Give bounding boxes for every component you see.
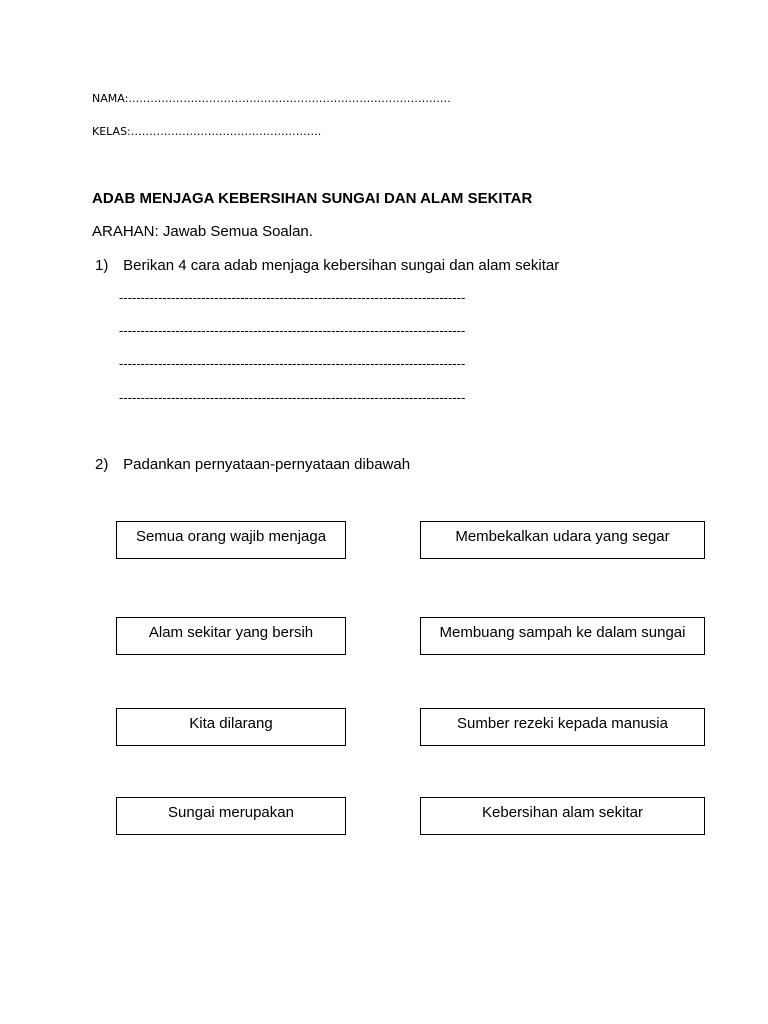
match-right-box-2: Membuang sampah ke dalam sungai <box>420 617 705 655</box>
match-right-box-3: Sumber rezeki kepada manusia <box>420 708 705 746</box>
answer-line-1: -------------------------------------------------------------------------------- <box>119 290 466 305</box>
question-2-text: Padankan pernyataan-pernyataan dibawah <box>123 456 411 473</box>
worksheet-title: ADAB MENJAGA KEBERSIHAN SUNGAI DAN ALAM SEKITAR <box>92 190 533 207</box>
match-right-box-1: Membekalkan udara yang segar <box>420 521 705 559</box>
match-right-box-4: Kebersihan alam sekitar <box>420 797 705 835</box>
name-field-label: NAMA:……………………………………………………………………………. <box>92 92 451 105</box>
answer-line-4: -------------------------------------------------------------------------------- <box>119 390 466 405</box>
class-field-label: KELAS:……………………………………………. <box>92 125 322 138</box>
answer-line-2: -------------------------------------------------------------------------------- <box>119 323 466 338</box>
match-left-box-3: Kita dilarang <box>116 708 346 746</box>
match-left-box-4: Sungai merupakan <box>116 797 346 835</box>
question-1-text: Berikan 4 cara adab menjaga kebersihan sungai dan alam sekitar <box>123 257 560 274</box>
match-left-box-2: Alam sekitar yang bersih <box>116 617 346 655</box>
question-1 <box>95 257 559 274</box>
answer-line-3: -------------------------------------------------------------------------------- <box>119 356 466 371</box>
question-2-number: 2) <box>95 456 109 473</box>
question-1-number: 1) <box>95 257 109 274</box>
instruction-text: ARAHAN: Jawab Semua Soalan. <box>92 223 313 240</box>
question-2 <box>95 456 410 473</box>
match-left-box-1: Semua orang wajib menjaga <box>116 521 346 559</box>
